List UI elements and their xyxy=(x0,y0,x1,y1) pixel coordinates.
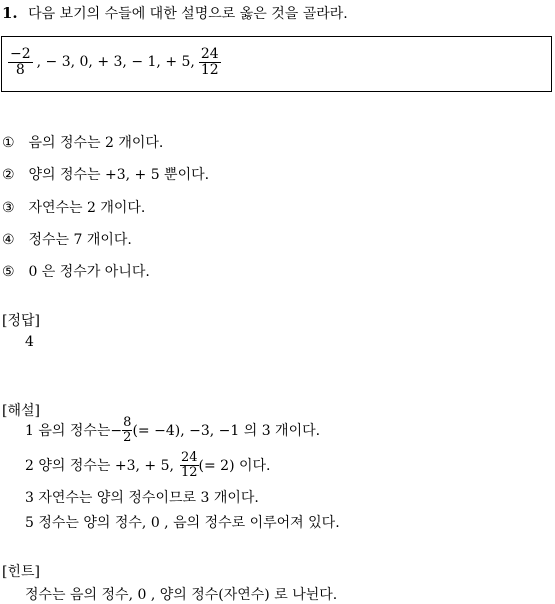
choice-1-mark: ① xyxy=(2,135,15,151)
choice-2-text: 양의 정수는 +3, + 5 뿐이다. xyxy=(28,167,210,183)
explanation-line-4: 5 정수는 양의 정수, 0 , 음의 정수로 이루어져 있다. xyxy=(25,515,340,531)
explanation-fraction-2: $\frac{24}{12}$ xyxy=(180,450,198,480)
explanation-line-3: 3 자연수는 양의 정수이므로 3 개이다. xyxy=(25,490,259,506)
choice-2[interactable] xyxy=(2,164,209,184)
explanation-label: [해설] xyxy=(2,403,40,419)
choice-4-text: 정수는 7 개이다. xyxy=(28,232,132,248)
example-box-content xyxy=(8,47,221,77)
choice-1[interactable] xyxy=(2,132,163,152)
question-text: 다음 보기의 수들에 대한 설명으로 옳은 것을 골라라. xyxy=(28,6,348,22)
answer-value: 4 xyxy=(25,334,34,350)
hint-text: 정수는 음의 정수, 0 , 양의 정수(자연수) 로 나뉜다. xyxy=(25,587,338,603)
choice-4-mark: ④ xyxy=(2,232,15,248)
question-number: 1. xyxy=(2,4,18,22)
explanation-line-1: 1 음의 정수는− $\frac{8}{2}$ (= −4), −3, −1 의 3 개이다. xyxy=(25,415,321,445)
explanation-line-2: 2 양의 정수는 +3, + 5, $\frac{24}{12}$ (= 2) 이다. xyxy=(25,450,271,480)
example-box xyxy=(1,36,552,92)
example-fraction-1: $\frac{-2}{8}$ xyxy=(10,46,31,78)
choice-3-mark: ③ xyxy=(2,200,15,216)
choice-2-mark: ② xyxy=(2,167,15,183)
choice-3-text: 자연수는 2 개이다. xyxy=(28,200,146,216)
example-fraction-2: $\frac{24}{12}$ xyxy=(200,46,219,78)
answer-label: [정답] xyxy=(2,313,40,329)
choice-4[interactable] xyxy=(2,229,132,249)
choice-3[interactable] xyxy=(2,197,145,217)
choice-5-mark: ⑤ xyxy=(2,264,15,280)
example-numbers: , − 3, 0, + 3, − 1, + 5, xyxy=(36,54,195,71)
question-header xyxy=(2,3,348,23)
choice-1-text: 음의 정수는 2 개이다. xyxy=(28,135,164,151)
hint-label: [힌트] xyxy=(2,564,40,580)
choice-5-text: 0 은 정수가 아니다. xyxy=(28,264,150,280)
explanation-fraction-1: $\frac{8}{2}$ xyxy=(123,415,132,445)
choice-5[interactable] xyxy=(2,261,150,281)
